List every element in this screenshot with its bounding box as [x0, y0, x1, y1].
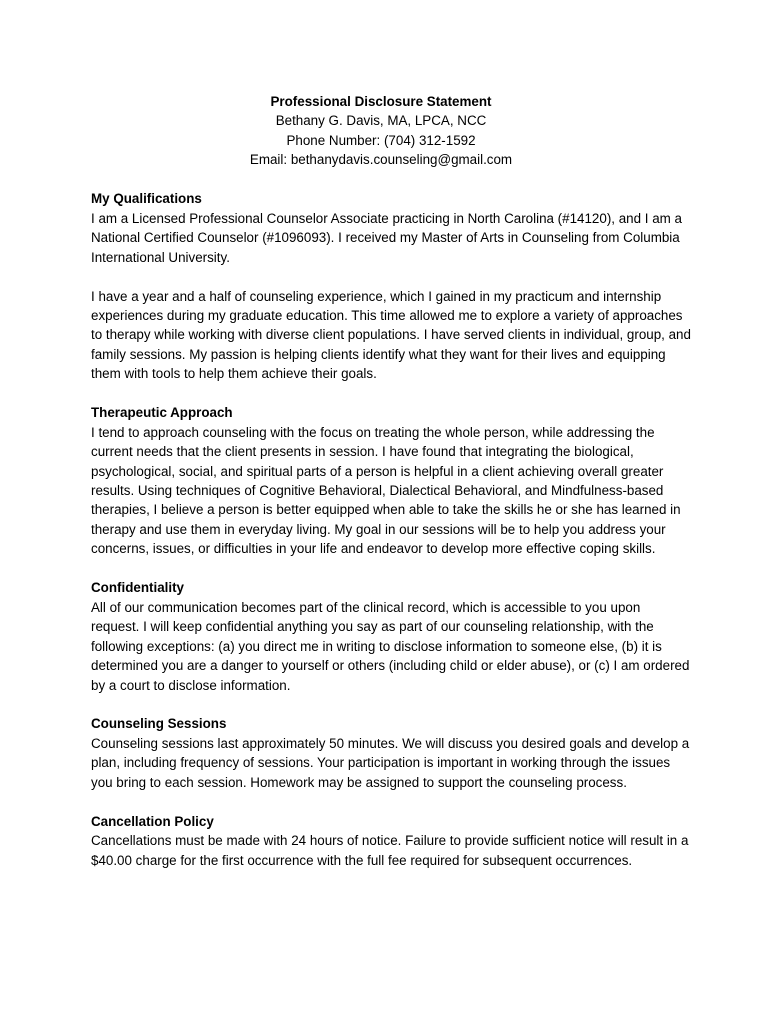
section-paragraph: I am a Licensed Professional Counselor Associate practicing in North Carolina (#14120), and I am a National Certified Counselor (#1096093). I received my Master of Arts in Counseling from Columbia International University.	[91, 210, 682, 265]
spacer	[91, 559, 691, 578]
spacer	[91, 267, 691, 286]
document-page	[91, 92, 691, 870]
spacer	[91, 384, 691, 403]
section-heading: Counseling Sessions	[91, 716, 227, 732]
counselor-name: Bethany G. Davis, MA, LPCA, NCC	[275, 113, 487, 129]
spacer	[91, 695, 691, 714]
section-qualifications	[91, 189, 691, 384]
section-confidentiality	[91, 578, 691, 695]
phone-number: Phone Number: (704) 312-1592	[286, 132, 476, 148]
document-title: Professional Disclosure Statement	[270, 94, 492, 109]
spacer	[91, 170, 691, 189]
section-paragraph: I have a year and a half of counseling experience, which I gained in my practicum and internship experiences during my graduate education. This time allowed me to explore a variety of approaches to therapy while working with diverse client populations. I have served clients in individual, group, and family sessions. My passion is helping clients identify what they want for their lives and equipping them with tools to help them achieve their goals.	[91, 288, 691, 382]
section-heading: Cancellation Policy	[91, 813, 214, 829]
section-paragraph: All of our communication becomes part of the clinical record, which is accessible to you upon request. I will keep confidential anything you say as part of our counseling relationship, with the following exceptions: (a) you direct me in writing to disclose information to someone else, (b) it is determined you are a danger to yourself or others (including child or elder abuse), or (c) I am ordered by a court to disclose information.	[91, 599, 690, 693]
section-heading: Therapeutic Approach	[91, 405, 233, 421]
section-therapeutic-approach	[91, 403, 691, 559]
section-paragraph: Cancellations must be made with 24 hours of notice. Failure to provide sufficient notice will result in a $40.00 charge for the first occurrence with the full fee required for subsequent occurrences.	[91, 833, 689, 868]
email-address: Email: bethanydavis.counseling@gmail.com	[249, 152, 513, 168]
section-paragraph: I tend to approach counseling with the focus on treating the whole person, while addressing the current needs that the client presents in session. I have found that integrating the biological, psychological, social, and spiritual parts of a person is helpful in a client achieving overall greater results. Using techniques of Cognitive Behavioral, Dialectical Behavioral, and Mindfulness-based therapies, I believe a person is better equipped when able to take the skills he or she has learned in therapy and use them in everyday living. My goal in our sessions will be to help you address your concerns, issues, or difficulties in your life and endeavor to develop more effective coping skills.	[91, 424, 681, 557]
spacer	[91, 792, 691, 811]
document-header	[81, 92, 681, 170]
section-paragraph: Counseling sessions last approximately 50 minutes. We will discuss you desired goals and develop a plan, including frequency of sessions. Your participation is important in working through the issues you bring to each session. Homework may be assigned to support the counseling process.	[91, 735, 690, 790]
section-heading: Confidentiality	[91, 580, 184, 596]
section-counseling-sessions	[91, 714, 691, 792]
section-cancellation-policy	[91, 812, 691, 870]
section-heading: My Qualifications	[91, 191, 202, 207]
